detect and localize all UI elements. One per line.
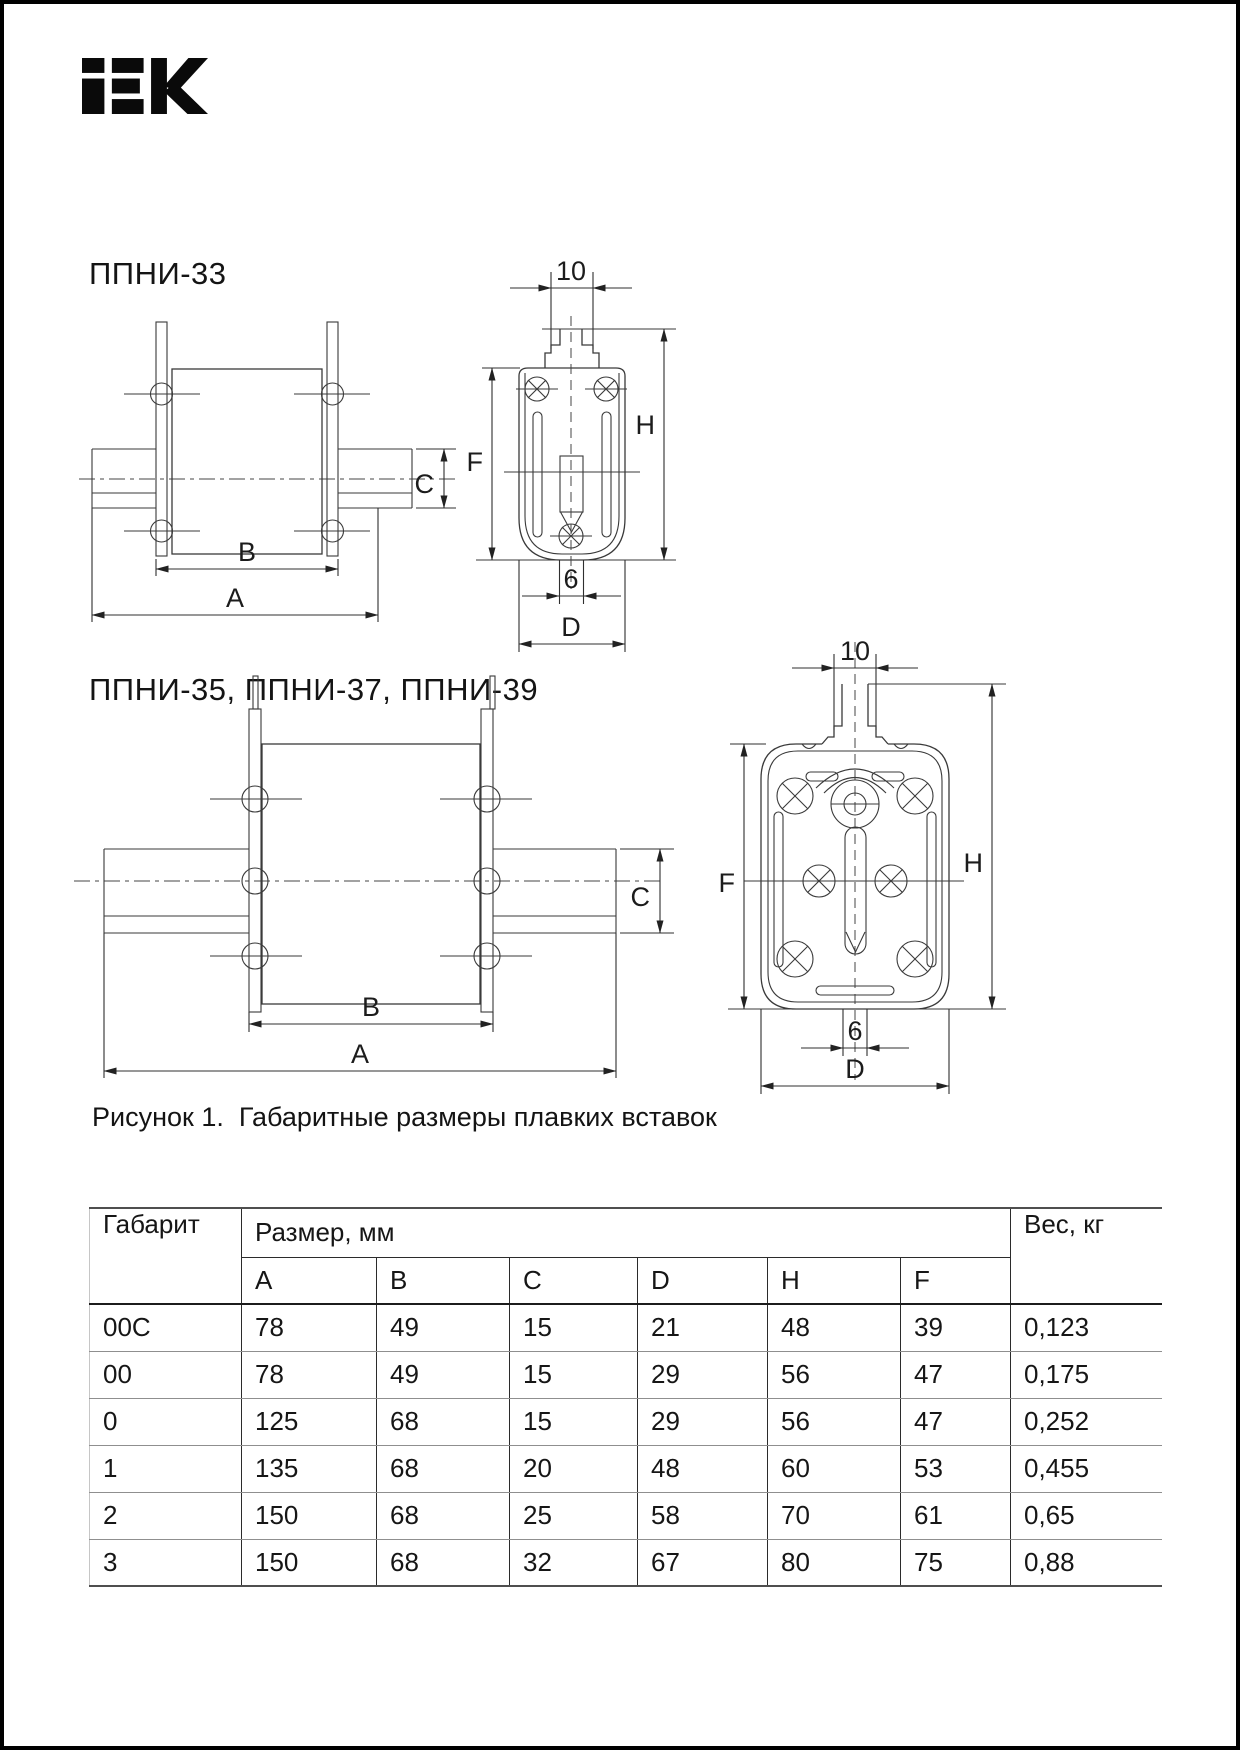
- cell-b: 49: [377, 1351, 510, 1398]
- cell-f: 53: [901, 1445, 1011, 1492]
- dimensions-table-wrapper: [89, 1207, 1162, 1587]
- dim-label-10: 10: [555, 256, 587, 286]
- cell-weight: 0,175: [1011, 1351, 1162, 1398]
- dim-label-b: B: [237, 537, 257, 567]
- cell-gabarit: 2: [90, 1492, 242, 1539]
- cell-h: 48: [768, 1304, 901, 1351]
- cell-c: 20: [510, 1445, 638, 1492]
- figure1-drawing: [74, 229, 694, 659]
- cell-b: 68: [377, 1539, 510, 1586]
- dim-label-f: F: [466, 447, 483, 477]
- logo-e-bar: [112, 79, 140, 94]
- fuse-body-side: [172, 369, 322, 554]
- dim-label-f: F: [718, 868, 735, 898]
- header-col-c: C: [510, 1257, 638, 1304]
- dim-f: [482, 368, 520, 560]
- cell-b: 68: [377, 1492, 510, 1539]
- logo-k-arm: [164, 82, 208, 114]
- cell-c: 32: [510, 1539, 638, 1586]
- cell-a: 150: [242, 1539, 377, 1586]
- figure-caption: Рисунок 1. Габаритные размеры плавких вставок: [92, 1102, 717, 1132]
- cell-weight: 0,88: [1024, 1546, 1075, 1577]
- figure2-drawing: [64, 634, 1024, 1099]
- bolt-circles: [210, 786, 532, 969]
- cell-f: 75: [901, 1539, 1011, 1586]
- cell-b: 49: [377, 1304, 510, 1351]
- dim-label-a: A: [350, 1039, 370, 1069]
- header-gabarit: Габарит: [90, 1208, 242, 1304]
- logo-e-bar: [112, 58, 144, 73]
- header-col-f: F: [901, 1257, 1011, 1304]
- table-row: [90, 1351, 1162, 1398]
- cell-d: 48: [638, 1445, 768, 1492]
- header-size: Размер, мм: [242, 1208, 1011, 1257]
- cell-f: 47: [901, 1351, 1011, 1398]
- table-header-row-2: [90, 1257, 1162, 1304]
- dim-label-h: H: [963, 848, 983, 878]
- cell-gabarit: 3: [90, 1539, 242, 1586]
- cell-d: 29: [638, 1398, 768, 1445]
- cell-weight: 0,252: [1011, 1398, 1162, 1445]
- cell-d: 58: [638, 1492, 768, 1539]
- dim-label-c: C: [630, 882, 650, 912]
- cell-weight: 0,123: [1011, 1304, 1162, 1351]
- cell-a: 125: [242, 1398, 377, 1445]
- logo-e-bar: [112, 99, 144, 114]
- header-col-d: D: [638, 1257, 768, 1304]
- cell-gabarit: 00C: [90, 1304, 242, 1351]
- dim-label-d: D: [845, 1054, 865, 1084]
- cell-d: 67: [638, 1539, 768, 1586]
- cell-c: 15: [510, 1351, 638, 1398]
- cell-c: 15: [510, 1398, 638, 1445]
- cell-h: 80: [768, 1539, 901, 1586]
- table-row: [90, 1304, 1162, 1351]
- dim-label-a: A: [225, 583, 245, 613]
- table-row: [90, 1445, 1162, 1492]
- cell-a: 135: [242, 1445, 377, 1492]
- figure2-title: ППНИ-35, ППНИ-37, ППНИ-39: [89, 672, 539, 707]
- dim-label-d: D: [561, 612, 581, 642]
- table-row: [90, 1539, 1162, 1586]
- cell-weight: 0,455: [1011, 1445, 1162, 1492]
- cell-a: 78: [242, 1351, 377, 1398]
- cell-d: 21: [638, 1304, 768, 1351]
- cell-gabarit: 00: [90, 1351, 242, 1398]
- cell-h: 60: [768, 1445, 901, 1492]
- busbar: [104, 849, 616, 933]
- cell-h: 56: [768, 1398, 901, 1445]
- fuse-body-side: [262, 744, 480, 1004]
- dim-label-b: B: [361, 992, 381, 1022]
- cell-a: 78: [242, 1304, 377, 1351]
- dim-label-6: 6: [847, 1016, 863, 1046]
- blades: [249, 676, 495, 1012]
- cell-a: 150: [242, 1492, 377, 1539]
- bolt-circles: [124, 383, 370, 542]
- cell-gabarit: 0: [90, 1398, 242, 1445]
- cell-f: 47: [901, 1398, 1011, 1445]
- logo-i-dot: [82, 58, 104, 73]
- blade-tab: [545, 329, 599, 368]
- fuse-body-front-inner: [525, 373, 619, 554]
- cell-weight: 0,65: [1011, 1492, 1162, 1539]
- cell-d: 29: [638, 1351, 768, 1398]
- iek-logo: [82, 56, 208, 116]
- header-weight: Вес, кг: [1011, 1208, 1162, 1304]
- cell-c: 15: [510, 1304, 638, 1351]
- figure1-title: ППНИ-33: [89, 256, 227, 291]
- table-row: [90, 1492, 1162, 1539]
- table-row: [90, 1398, 1162, 1445]
- dim-label-h: H: [635, 410, 655, 440]
- header-col-h: H: [768, 1257, 901, 1304]
- cell-c: 25: [510, 1492, 638, 1539]
- cell-b: 68: [377, 1398, 510, 1445]
- cell-h: 70: [768, 1492, 901, 1539]
- table-header-row-1: [90, 1208, 1162, 1257]
- dim-label-c: C: [414, 469, 434, 499]
- cell-h: 56: [768, 1351, 901, 1398]
- dim-label-6: 6: [563, 564, 579, 594]
- cell-f: 61: [901, 1492, 1011, 1539]
- dim-label-10: 10: [839, 636, 871, 666]
- logo-i-body: [82, 79, 104, 114]
- dimensions-table: [89, 1207, 1162, 1587]
- cell-b: 68: [377, 1445, 510, 1492]
- header-col-a: A: [242, 1257, 377, 1304]
- cell-gabarit: 1: [90, 1445, 242, 1492]
- header-col-b: B: [377, 1257, 510, 1304]
- cell-f: 39: [901, 1304, 1011, 1351]
